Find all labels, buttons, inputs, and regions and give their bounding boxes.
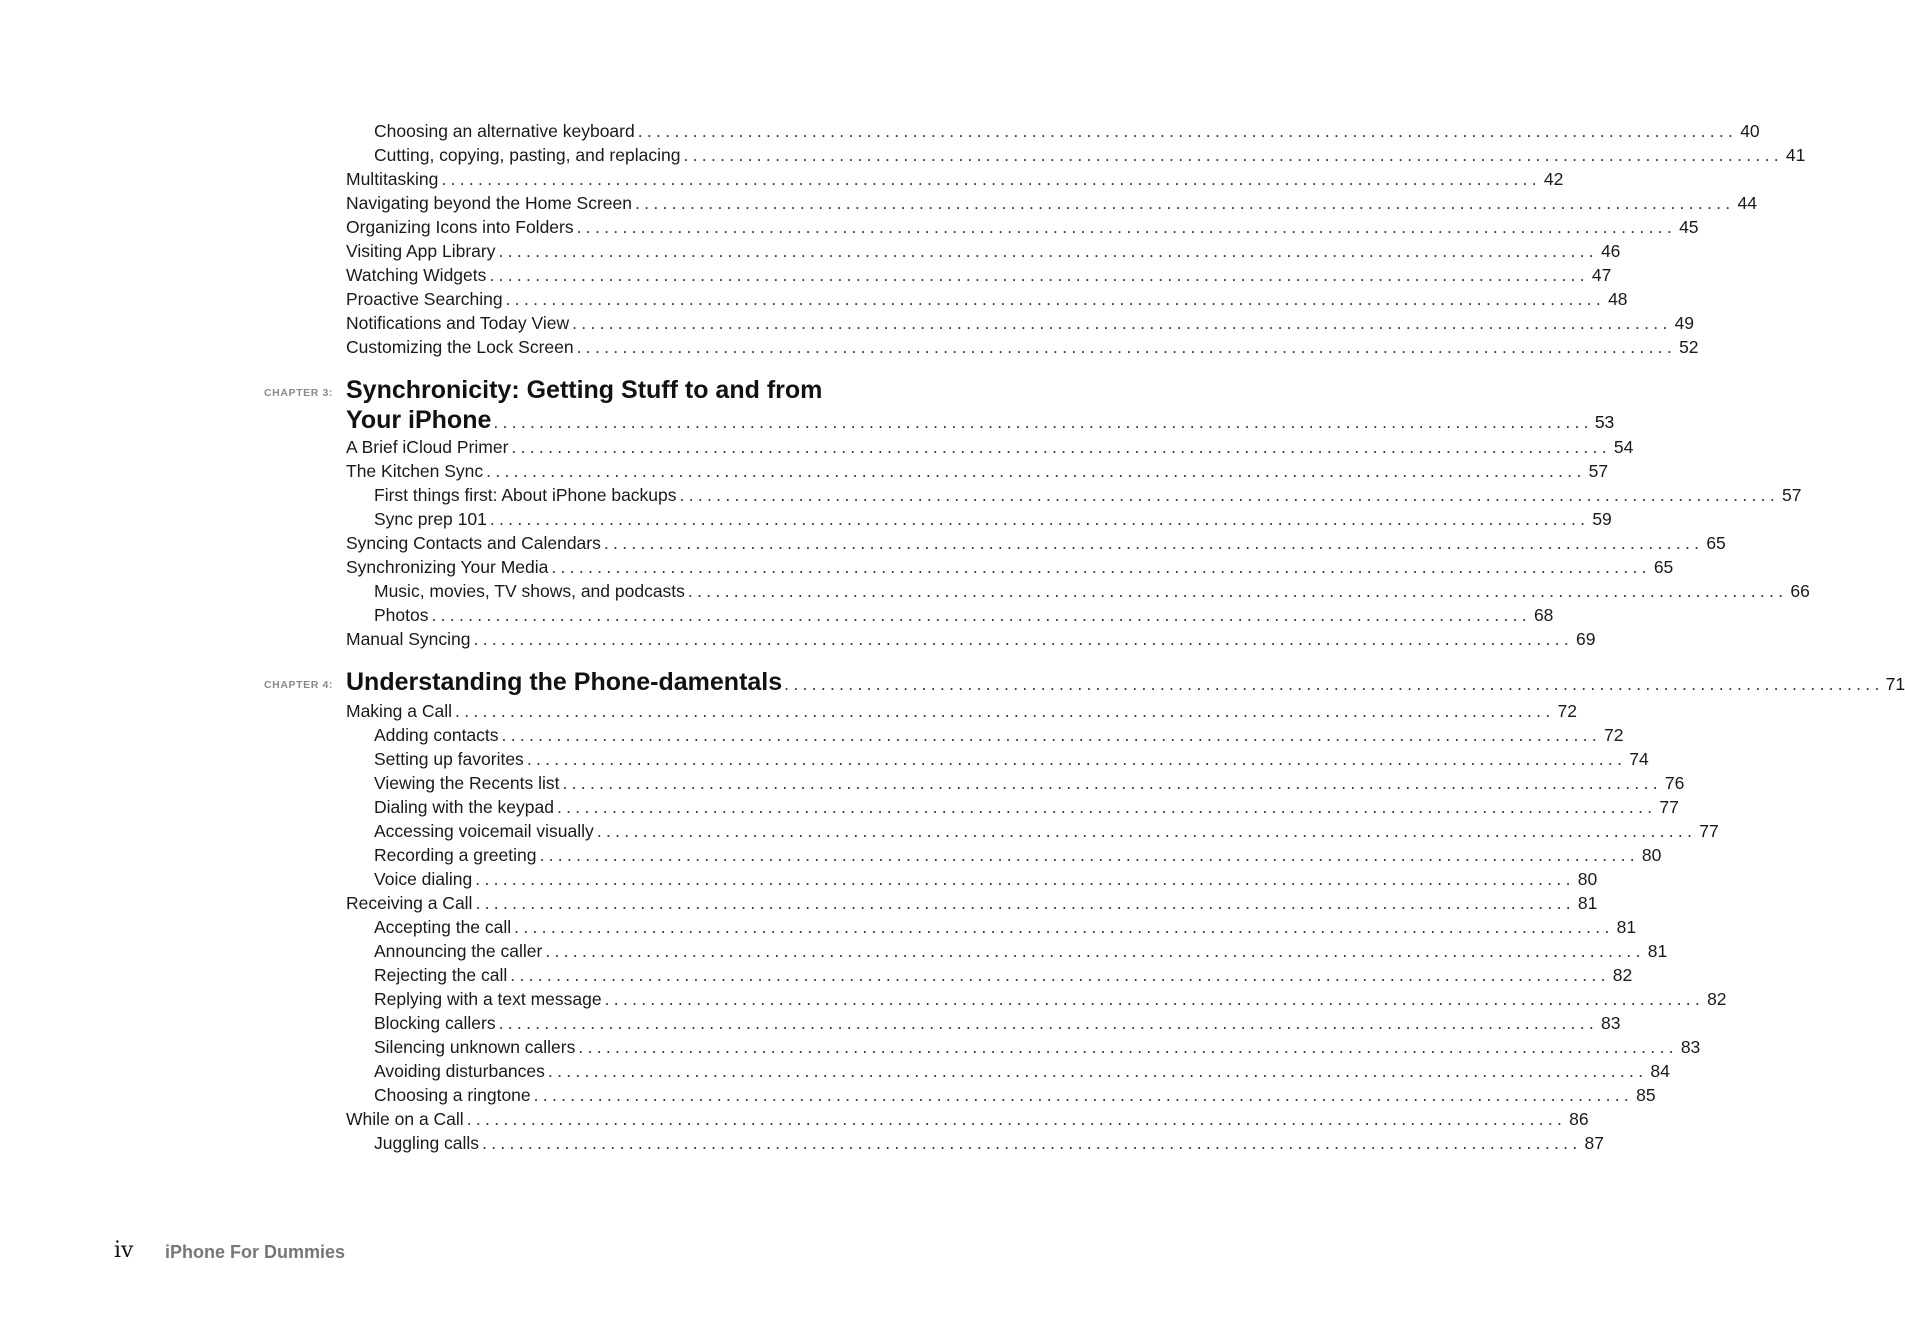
toc-entry-page: 82 [1612,965,1633,985]
toc-entry-page: 82 [1707,989,1727,1009]
toc-entry-page: 65 [1653,557,1674,577]
leader-dots: ........................................................................................................................ [551,557,1651,577]
chapter-3-title[interactable] [346,375,1615,437]
leader-dots: ........................................................................................................................ [547,1061,1648,1081]
toc-entry-title: First things first: About iPhone backups [374,485,677,505]
leader-dots: ........................................................................................................................ [578,1037,1678,1057]
toc-entry-page: 68 [1533,605,1554,625]
leader-dots: ........................................................................................................................ [539,845,1639,865]
leader-dots: ........................................................................................................................ [683,145,1783,165]
toc-entry[interactable] [374,867,1598,891]
toc-entry-page: 44 [1737,193,1757,213]
toc-entry-page: 83 [1601,1013,1621,1033]
leader-dots: ........................................................................................................................ [466,1109,1567,1129]
toc-entry[interactable] [346,335,1699,359]
toc-entry[interactable] [346,263,1612,287]
toc-entry[interactable] [346,699,1577,723]
toc-entry[interactable] [374,723,1624,747]
toc-entry-title: Sync prep 101 [374,509,487,529]
leader-dots: ........................................................................................................................ [687,581,1788,601]
toc-entry[interactable] [374,1131,1604,1155]
leader-dots: ........................................................................................................................ [498,241,1598,261]
toc-entry-page: 40 [1740,121,1760,141]
leader-dots: ........................................................................................................................ [482,1133,1582,1153]
toc-entry[interactable] [374,483,1802,507]
footer-page-number: iv [114,1238,134,1263]
toc-entry-page: 46 [1600,241,1621,261]
toc-entry[interactable] [374,1083,1656,1107]
toc-entry[interactable] [346,555,1674,579]
toc-entry-title: Visiting App Library [346,241,496,261]
leader-dots: ........................................................................................................................ [603,533,1704,553]
leader-dots: ........................................................................................................................ [489,265,1589,285]
toc-entry-page: 42 [1543,169,1564,189]
toc-entry-title: Manual Syncing [346,629,471,649]
leader-dots: ........................................................................................................................ [475,869,1575,889]
toc-entry-page: 54 [1613,437,1634,457]
footer-book-title: iPhone For Dummies [165,1242,346,1262]
leader-dots: ........................................................................................................................ [533,1085,1634,1105]
leader-dots: ........................................................................................................................ [455,701,1555,721]
toc-entry-title: Setting up favorites [374,749,524,769]
toc-entry[interactable] [346,239,1621,263]
toc-entry-title: Recording a greeting [374,845,537,865]
toc-entry-title: Photos [374,605,429,625]
leader-dots: ........................................................................................................................ [572,313,1672,333]
toc-entry[interactable] [374,795,1679,819]
leader-dots: ........................................................................................................................ [501,725,1601,745]
chapter-4-title-row[interactable] [346,667,1905,699]
toc-entry-title: Accessing voicemail visually [374,821,594,841]
leader-dots: ........................................................................................................................ [486,461,1586,481]
toc-entry-title: Customizing the Lock Screen [346,337,574,357]
chapter-4-title: Understanding the Phone-damentals [346,668,783,696]
chapter-4-label: CHAPTER 4: [264,679,334,691]
toc-entry-page: 80 [1641,845,1662,865]
toc-entry-title: Replying with a text message [374,989,602,1009]
toc-entry[interactable] [374,1035,1701,1059]
toc-entry[interactable] [374,143,1806,167]
toc-entry[interactable] [374,507,1612,531]
toc-entry-page: 81 [1647,941,1668,961]
toc-entry-title: Accepting the call [374,917,512,937]
toc-entry-title: Making a Call [346,701,453,721]
leader-dots: ........................................................................................................................ [679,485,1779,505]
toc-entry[interactable] [346,215,1699,239]
leader-dots: ........................................................................................................................ [489,509,1590,529]
leader-dots: ........................................................................................................................ [431,605,1531,625]
toc-entry-title: The Kitchen Sync [346,461,484,481]
chapter-3-label: CHAPTER 3: [264,387,334,399]
toc-entry-page: 45 [1679,217,1699,237]
toc-entry[interactable] [374,747,1649,771]
toc-entry-page: 57 [1588,461,1609,481]
toc-entry-title: Choosing an alternative keyboard [374,121,635,141]
toc-entry-title: Organizing Icons into Folders [346,217,574,237]
leader-dots: ........................................................................................................................ [473,629,1573,649]
toc-entry-page: 49 [1674,313,1695,333]
toc-entry-title: Avoiding disturbances [374,1061,545,1081]
toc-entry-title: Silencing unknown callers [374,1037,576,1057]
toc-entry-title: Announcing the caller [374,941,543,961]
toc-entry-page: 69 [1575,629,1596,649]
leader-dots: ........................................................................................................................ [637,121,1738,141]
toc-entry-title: Blocking callers [374,1013,496,1033]
chapter-4-title-line [346,667,1905,699]
toc-entry[interactable] [346,435,1634,459]
toc-entry[interactable] [374,1059,1670,1083]
toc-entry-page: 86 [1569,1109,1589,1129]
toc-entry-page: 52 [1679,337,1699,357]
toc-entry-page: 65 [1706,533,1726,553]
chapter-3-title-line2: Your iPhone [346,406,492,434]
toc-entry[interactable] [374,915,1637,939]
toc-entry-page: 48 [1608,289,1628,309]
toc-entry-title: Receiving a Call [346,893,473,913]
toc-entry-page: 66 [1790,581,1810,601]
toc-entry-title: Rejecting the call [374,965,508,985]
leader-dots: ........................................................................................................................ [511,437,1611,457]
leader-dots: ........................................................................................................................ [784,674,1884,694]
toc-entry-title: Dialing with the keypad [374,797,554,817]
leader-dots: ........................................................................................................................ [604,989,1705,1009]
toc-entry[interactable] [346,891,1598,915]
toc-entry-title: Synchronizing Your Media [346,557,549,577]
toc-entry[interactable] [374,603,1554,627]
toc-entry[interactable] [374,939,1668,963]
toc-entry-page: 85 [1636,1085,1656,1105]
toc-entry-title: While on a Call [346,1109,464,1129]
toc-entry-page: 74 [1629,749,1649,769]
leader-dots: ........................................................................................................................ [475,893,1575,913]
leader-dots: ........................................................................................................................ [526,749,1627,769]
toc-entry-page: 47 [1591,265,1612,285]
toc-entry-page: 72 [1603,725,1624,745]
leader-dots: ........................................................................................................................ [556,797,1657,817]
toc-entry-page: 87 [1584,1133,1604,1153]
leader-dots: ........................................................................................................................ [562,773,1662,793]
leader-dots: ........................................................................................................................ [576,337,1677,357]
chapter-4-page: 71 [1885,674,1905,694]
toc-entry-page: 83 [1680,1037,1701,1057]
toc-entry-title: Voice dialing [374,869,473,889]
toc-entry[interactable] [374,119,1760,143]
toc-entry[interactable] [374,771,1685,795]
toc-entry[interactable] [346,191,1757,215]
toc-entry-page: 77 [1659,797,1679,817]
leader-dots: ........................................................................................................................ [510,965,1610,985]
chapter-3-title-line2-row [346,405,1615,437]
toc-entry-title: Syncing Contacts and Calendars [346,533,601,553]
leader-dots: ........................................................................................................................ [576,217,1677,237]
toc-entry-page: 72 [1557,701,1577,721]
toc-entry-title: Notifications and Today View [346,313,570,333]
toc-entry[interactable] [346,167,1564,191]
toc-entry-title: Choosing a ringtone [374,1085,531,1105]
toc-entry[interactable] [346,531,1726,555]
toc-entry[interactable] [346,311,1695,335]
toc-entry-page: 57 [1781,485,1802,505]
toc-entry-page: 59 [1592,509,1612,529]
toc-entry-title: Viewing the Recents list [374,773,560,793]
toc-entry[interactable] [374,579,1810,603]
leader-dots: ........................................................................................................................ [505,289,1606,309]
toc-entry-title: A Brief iCloud Primer [346,437,509,457]
toc-entry-page: 81 [1577,893,1598,913]
toc-entry-page: 80 [1577,869,1598,889]
toc-entry-title: Proactive Searching [346,289,503,309]
toc-entry[interactable] [374,819,1719,843]
toc-entry-title: Juggling calls [374,1133,480,1153]
leader-dots: ........................................................................................................................ [498,1013,1599,1033]
toc-entry-title: Watching Widgets [346,265,487,285]
chapter-3-title-line1: Synchronicity: Getting Stuff to and from [346,376,823,404]
toc-entry-page: 76 [1664,773,1685,793]
leader-dots: ........................................................................................................................ [635,193,1735,213]
toc-entry-title: Adding contacts [374,725,499,745]
toc-entry[interactable] [374,1011,1621,1035]
toc-entry-title: Music, movies, TV shows, and podcasts [374,581,685,601]
toc-entry[interactable] [346,1107,1589,1131]
toc-entry[interactable] [346,287,1628,311]
toc-entry[interactable] [374,987,1727,1011]
toc-entry[interactable] [346,459,1609,483]
toc-entry-title: Navigating beyond the Home Screen [346,193,633,213]
chapter-3-page: 53 [1594,412,1615,432]
toc-entry-page: 41 [1785,145,1806,165]
toc-entry[interactable] [346,627,1596,651]
leader-dots: ........................................................................................................................ [545,941,1645,961]
toc-entry-page: 84 [1650,1061,1670,1081]
leader-dots: ........................................................................................................................ [441,169,1541,189]
toc-entry-title: Cutting, copying, pasting, and replacing [374,145,681,165]
toc-entry[interactable] [374,843,1662,867]
toc-entry-title: Multitasking [346,169,439,189]
leader-dots: ........................................................................................................................ [596,821,1697,841]
toc-entry-page: 77 [1699,821,1719,841]
leader-dots: ........................................................................................................................ [514,917,1614,937]
leader-dots: ........................................................................................................................ [493,412,1593,432]
toc-entry-page: 81 [1616,917,1637,937]
toc-entry[interactable] [374,963,1633,987]
